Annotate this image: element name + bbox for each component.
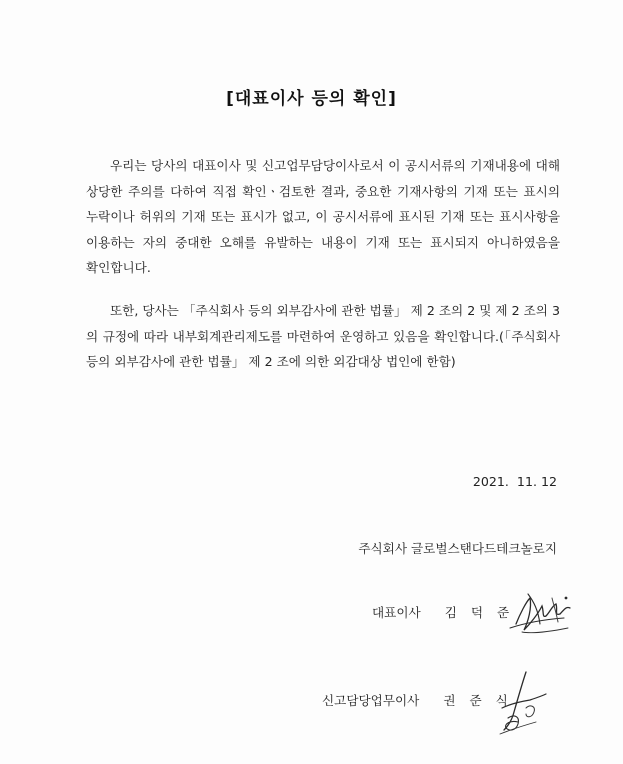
- signer-name: 권 준 식: [443, 693, 513, 708]
- officer-signature: [496, 668, 552, 738]
- signer-name: 김 덕 준: [444, 605, 515, 620]
- internal-control-paragraph: 또한, 당사는 「주식회사 등의 외부감사에 관한 법률」 제 2 조의 2 및 제 2 조의 3 의 규정에 따라 내부회계관리제도를 마련하여 운영하고 있음을 확인합니다.(「주식회사 등의 외부감사에 관한 법률」 제 2 조에 의한 외감대상 법인에 한함): [86, 303, 560, 369]
- signer-title: 대표이사: [372, 605, 421, 620]
- ceo-signature: [508, 584, 578, 638]
- document-title: [대표이사 등의 확인]: [226, 89, 397, 109]
- confirmation-paragraph: 우리는 당사의 대표이사 및 신고업무담당이사로서 이 공시서류의 기재내용에 대해 상당한 주의를 다하여 직접 확인ㆍ검토한 결과, 중요한 기재사항의 기재 또는 표시의 누락이나 허위의 기재 또는 표시가 없고, 이 공시서류에 표시된 기재 또는 표시사항을 이용하는 자의 중대한 오해를 유발하는 내용이 기재 또는 표시되지 아니하였음을 확인합니다.: [86, 158, 560, 275]
- company-name: 주식회사 글로벌스탠다드테크놀로지: [358, 541, 557, 556]
- signer-title: 신고담당업무이사: [322, 693, 420, 708]
- document-date: 2021. 11. 12: [472, 474, 557, 489]
- signer-disclosure-officer: [322, 690, 513, 709]
- signer-ceo: [372, 602, 514, 621]
